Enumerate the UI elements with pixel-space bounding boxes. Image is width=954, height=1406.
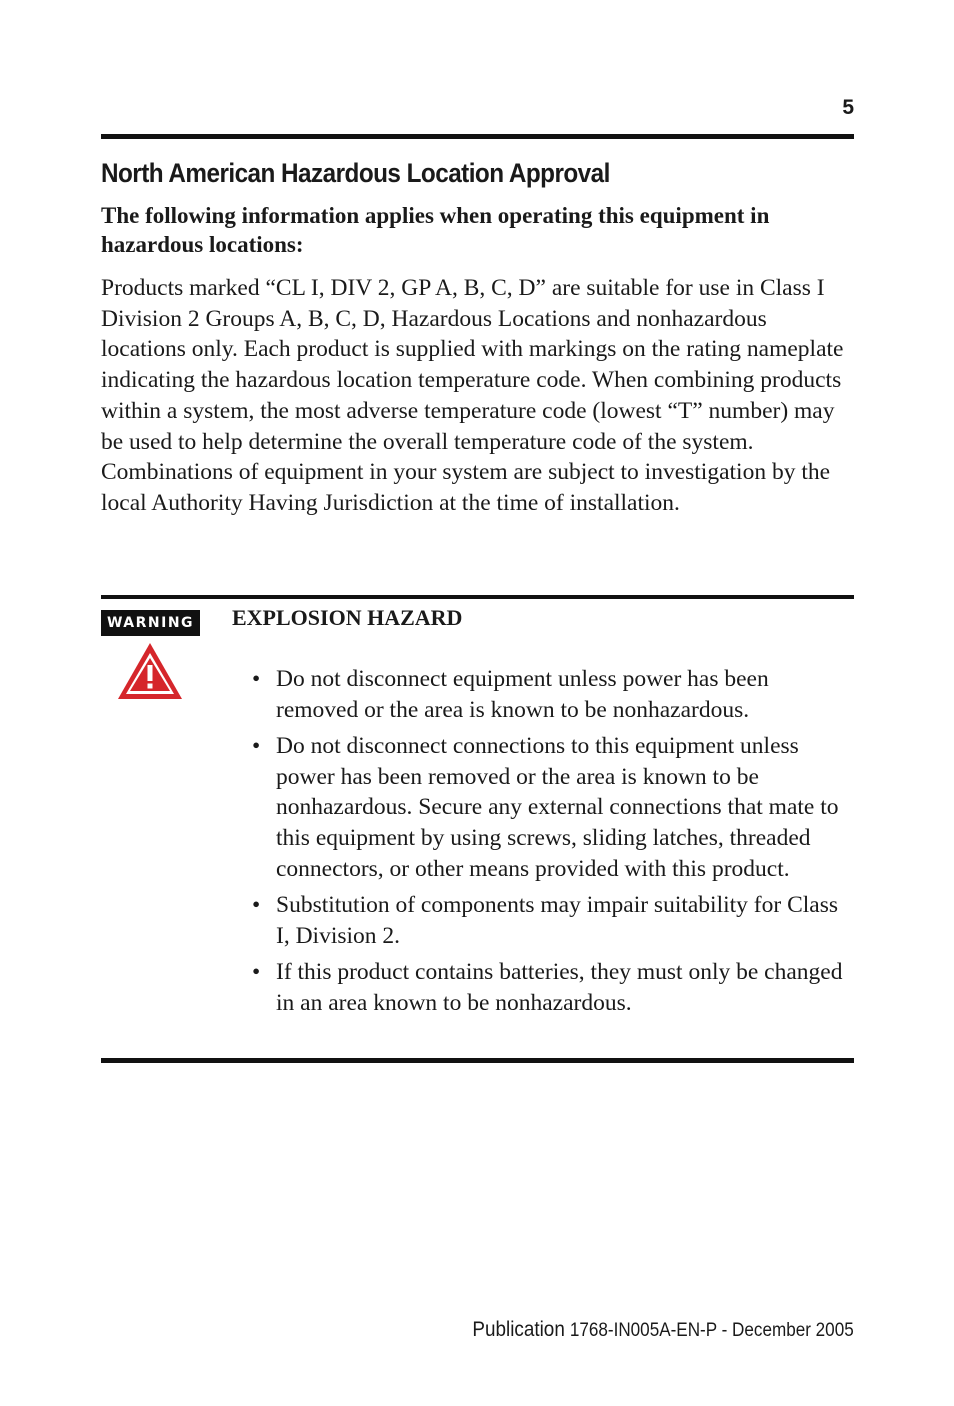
warning-triangle-icon [115, 640, 185, 702]
bullet-mark: • [252, 891, 261, 918]
bullet-mark: • [252, 666, 261, 692]
list-item [232, 664, 854, 725]
publication-footer [473, 1318, 854, 1342]
page-number: 5 [842, 96, 854, 119]
warning-title: EXPLOSION HAZARD [232, 605, 463, 630]
bullet-mark: • [252, 958, 261, 985]
warning-bottom-divider [101, 1058, 854, 1063]
section-lead: The following information applies when operating this equipment in hazardous locations: [101, 203, 770, 257]
section-body: Products marked “CL I, DIV 2, GP A, B, C, D” are suitable for use in Class I Division 2 Groups A, B, C, D, Hazardous Locations and nonhazardous locations only. Each product is supplied with markings on the rating nameplate indicating the hazardous location temperature code. When combining products within a system, the most adverse temperature code (lowest “T” number) may be used to help determine the overall temperature code of the system. Combinations of equipment in your system are subject to investigation by the local Authority Having Jurisdiction at the time of installation. [101, 275, 844, 516]
warning-top-divider [101, 595, 854, 599]
list-item-text: Substitution of components may impair suitability for Class I, Division 2. [276, 891, 839, 949]
list-item-text: Do not disconnect equipment unless power has been removed or the area is known to be nonhazardous. [276, 666, 769, 723]
warning-list [232, 664, 854, 1024]
list-item [232, 890, 854, 951]
list-item-text: Do not disconnect connections to this equipment unless power has been removed or the area is known to be nonhazardous. Secure any external connections that mate to this equipment by using screws, sliding latches, threaded connectors, or other means provided with this product. [276, 732, 839, 882]
list-item [232, 957, 854, 1018]
section-title: North American Hazardous Location Approval [101, 158, 610, 188]
list-item-text: If this product contains batteries, they must only be changed in an area known to be nonhazardous. [276, 958, 843, 1016]
top-divider [101, 134, 854, 139]
publication-id: 1768-IN005A-EN-P - December 2005 [570, 1320, 854, 1341]
list-item [232, 731, 854, 885]
warning-label: WARNING [101, 610, 200, 636]
publication-label: Publication [472, 1318, 566, 1341]
bullet-mark: • [252, 732, 261, 759]
